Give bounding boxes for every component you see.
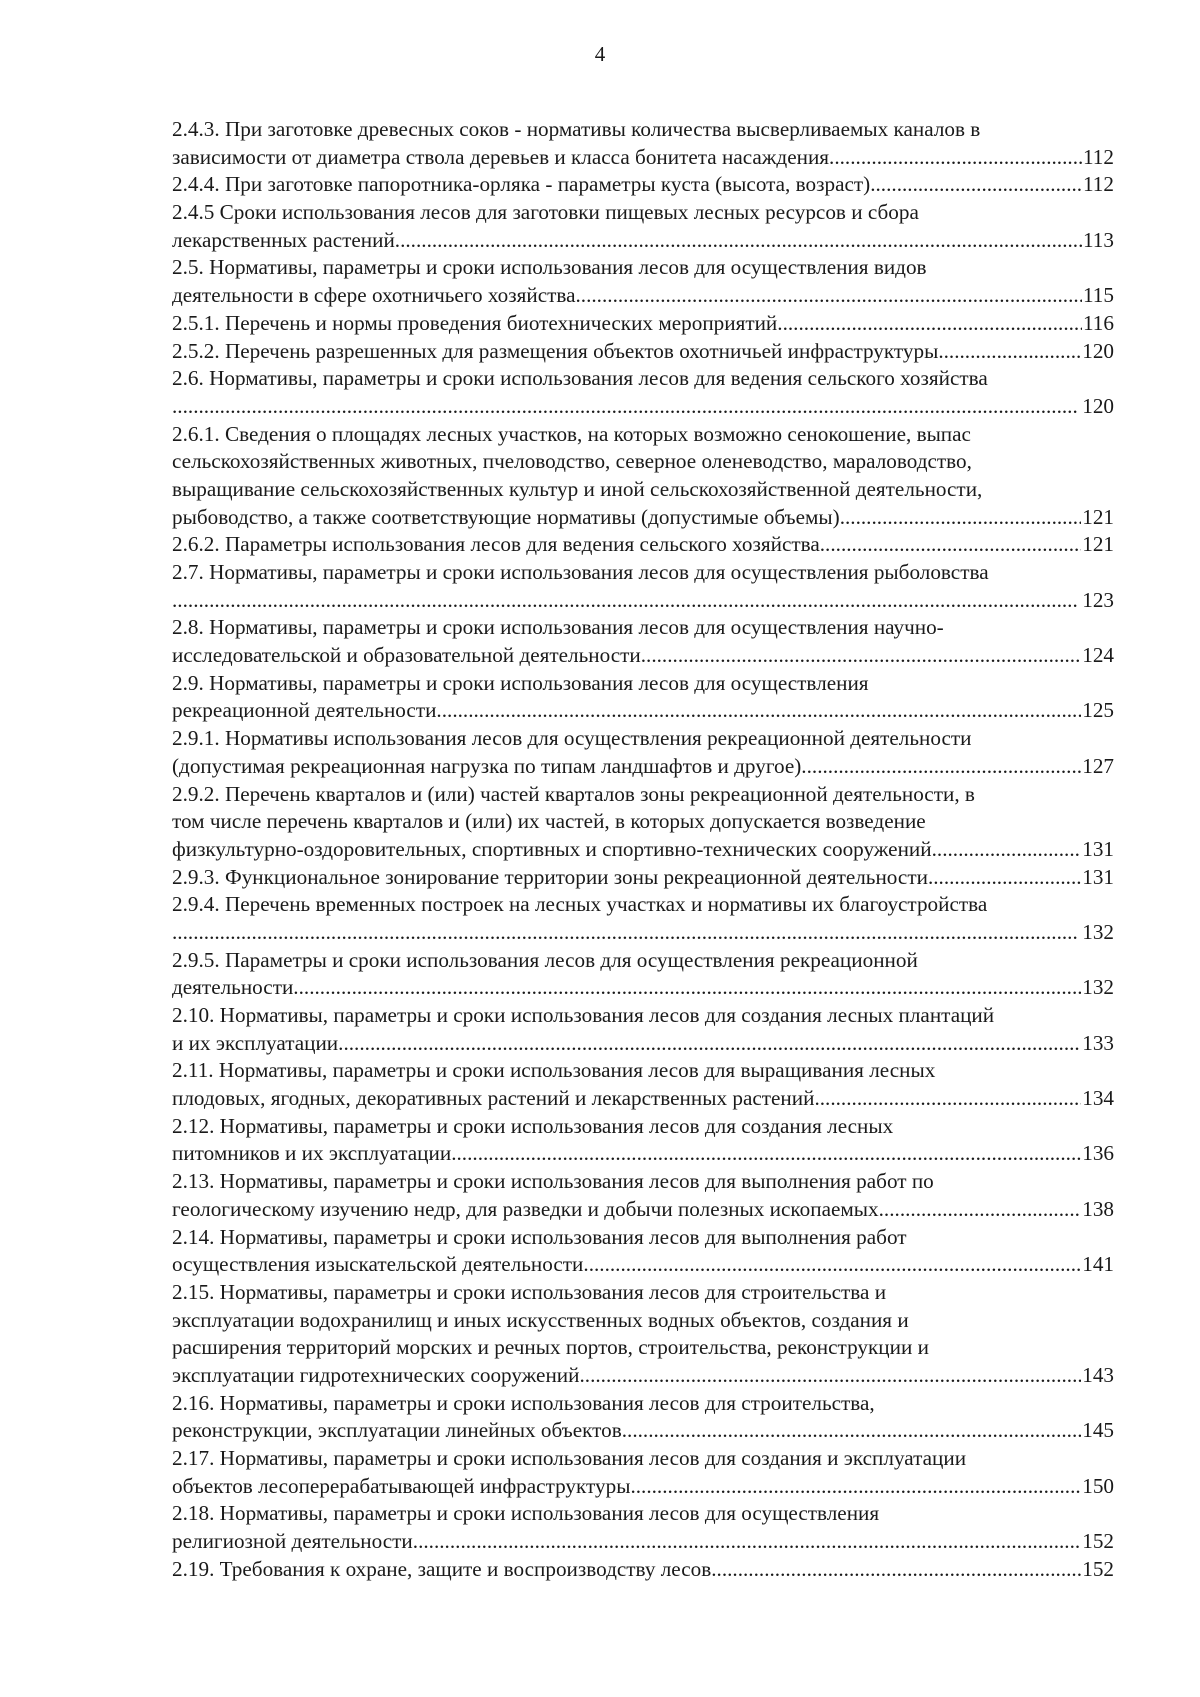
toc-entry-text: реконструкции, эксплуатации линейных объектов bbox=[172, 1418, 622, 1443]
dot-leader bbox=[622, 1417, 1082, 1445]
toc-entry-text: расширения территорий морских и речных портов, строительства, реконструкции и bbox=[172, 1335, 929, 1360]
toc-page-number: 131 bbox=[1082, 864, 1114, 889]
toc-entry-line bbox=[172, 1085, 1114, 1113]
toc-page-number: 123 bbox=[1082, 587, 1114, 612]
dot-leader bbox=[395, 227, 1082, 255]
dot-leader bbox=[338, 1030, 1081, 1058]
toc-entry[interactable] bbox=[172, 1002, 1114, 1057]
toc-entry-line bbox=[172, 781, 1114, 809]
toc-entry-line bbox=[172, 1390, 1114, 1418]
toc-entry-line bbox=[172, 393, 1114, 421]
toc-entry-line bbox=[172, 1140, 1114, 1168]
toc-entry-line bbox=[172, 808, 1114, 836]
toc-entry-line bbox=[172, 725, 1114, 753]
toc-entry-text: 2.18. Нормативы, параметры и сроки использования лесов для осуществления bbox=[172, 1501, 880, 1526]
toc-page-number: 132 bbox=[1082, 919, 1114, 944]
toc-page-number: 136 bbox=[1082, 1141, 1114, 1166]
toc-entry-line bbox=[172, 1556, 1114, 1584]
toc-entry[interactable] bbox=[172, 781, 1114, 864]
toc-entry-line bbox=[172, 310, 1114, 338]
dot-leader bbox=[928, 864, 1081, 892]
dot-leader bbox=[829, 144, 1082, 172]
toc-entry-text: 2.5.2. Перечень разрешенных для размещения объектов охотничьей инфраструктуры bbox=[172, 338, 939, 363]
toc-entry-text: эксплуатации гидротехнических сооружений bbox=[172, 1362, 580, 1387]
toc-entry-text: 2.9.2. Перечень кварталов и (или) частей кварталов зоны рекреационной деятельности, в bbox=[172, 781, 975, 806]
toc-entry[interactable] bbox=[172, 365, 1114, 420]
toc-page-number: 113 bbox=[1083, 227, 1114, 252]
toc-entry[interactable] bbox=[172, 725, 1114, 780]
toc-entry-line bbox=[172, 1224, 1114, 1252]
toc-entry-text: 2.4.3. При заготовке древесных соков - нормативы количества высверливаемых каналов в bbox=[172, 117, 981, 141]
toc-entry-line bbox=[172, 1417, 1114, 1445]
toc-entry-line bbox=[172, 1307, 1114, 1335]
dot-leader bbox=[879, 1196, 1082, 1224]
toc-entry-text: 2.5. Нормативы, параметры и сроки использования лесов для осуществления видов bbox=[172, 255, 927, 280]
toc-entry[interactable] bbox=[172, 1556, 1114, 1584]
toc-entry-text: физкультурно-оздоровительных, спортивных и спортивно-технических сооружений bbox=[172, 836, 932, 861]
toc-entry[interactable] bbox=[172, 1224, 1114, 1279]
toc-entry[interactable] bbox=[172, 171, 1114, 199]
toc-page-number: 145 bbox=[1082, 1418, 1114, 1443]
toc-entry-text: 2.19. Требования к охране, защите и воспроизводству лесов bbox=[172, 1556, 712, 1581]
toc-entry-line bbox=[172, 171, 1114, 199]
toc-entry[interactable] bbox=[172, 559, 1114, 614]
toc-page-number: 120 bbox=[1082, 338, 1114, 363]
toc-page-number: 133 bbox=[1082, 1030, 1114, 1055]
toc-entry-text: 2.11. Нормативы, параметры и сроки использования лесов для выращивания лесных bbox=[172, 1058, 936, 1083]
toc-entry[interactable] bbox=[172, 1445, 1114, 1500]
toc-entry-line bbox=[172, 1334, 1114, 1362]
toc-page-number: 120 bbox=[1082, 393, 1114, 418]
toc-entry[interactable] bbox=[172, 1390, 1114, 1445]
toc-entry-text: деятельности bbox=[172, 975, 294, 1000]
toc-entry[interactable] bbox=[172, 310, 1114, 338]
dot-leader bbox=[579, 1362, 1081, 1390]
toc-entry-text: 2.6.2. Параметры использования лесов для ведения сельского хозяйства bbox=[172, 532, 820, 557]
toc-page-number: 143 bbox=[1082, 1362, 1114, 1387]
toc-entry-text: 2.15. Нормативы, параметры и сроки использования лесов для строительства и bbox=[172, 1279, 887, 1304]
toc-entry[interactable] bbox=[172, 1057, 1114, 1112]
toc-entry-line bbox=[172, 947, 1114, 975]
toc-entry-line bbox=[172, 1528, 1114, 1556]
toc-page-number: 115 bbox=[1083, 283, 1114, 308]
toc-entry-line bbox=[172, 891, 1114, 919]
toc-entry-line bbox=[172, 919, 1114, 947]
dot-leader bbox=[801, 753, 1081, 781]
toc-page-number: 150 bbox=[1082, 1473, 1114, 1498]
toc-entry-line bbox=[172, 559, 1114, 587]
toc-entry-line bbox=[172, 1113, 1114, 1141]
toc-entry-text: геологическому изучению недр, для разведки и добычи полезных ископаемых bbox=[172, 1196, 879, 1221]
toc-entry-line bbox=[172, 254, 1114, 282]
toc-entry-line bbox=[172, 448, 1114, 476]
toc-entry-text: 2.13. Нормативы, параметры и сроки использования лесов для выполнения работ по bbox=[172, 1169, 934, 1194]
dot-leader bbox=[413, 1528, 1081, 1556]
toc-entry-line bbox=[172, 476, 1114, 504]
toc-entry-line bbox=[172, 1057, 1114, 1085]
toc-entry[interactable] bbox=[172, 531, 1114, 559]
toc-entry-line bbox=[172, 864, 1114, 892]
toc-entry[interactable] bbox=[172, 947, 1114, 1002]
toc-page-number: 125 bbox=[1082, 698, 1114, 723]
toc-entry-line bbox=[172, 587, 1114, 615]
toc-entry-text: плодовых, ягодных, декоративных растений и лекарственных растений bbox=[172, 1086, 815, 1111]
toc-entry-text: (допустимая рекреационная нагрузка по типам ландшафтов и другое) bbox=[172, 753, 802, 778]
toc-entry-line bbox=[172, 421, 1114, 449]
dot-leader bbox=[820, 531, 1081, 559]
toc-entry-text: 2.9.4. Перечень временных построек на лесных участках и нормативы их благоустройства bbox=[172, 892, 988, 917]
toc-page-number: 112 bbox=[1083, 172, 1114, 197]
dot-leader bbox=[870, 171, 1082, 199]
toc-page-number: 132 bbox=[1082, 975, 1114, 1000]
toc-entry[interactable] bbox=[172, 1500, 1114, 1555]
toc-entry-text: рекреационной деятельности bbox=[172, 698, 437, 723]
toc-entry-line bbox=[172, 1196, 1114, 1224]
toc-page-number: 124 bbox=[1082, 643, 1114, 668]
toc-entry-text: 2.4.5 Сроки использования лесов для заготовки пищевых лесных ресурсов и сбора bbox=[172, 200, 919, 225]
toc-page-number: 134 bbox=[1082, 1086, 1114, 1111]
toc-entry-line bbox=[172, 227, 1114, 255]
toc-entry-text: и их эксплуатации bbox=[172, 1030, 339, 1055]
toc-entry-line bbox=[172, 116, 1114, 144]
toc-entry-text: питомников и их эксплуатации bbox=[172, 1141, 452, 1166]
toc-entry-text: 2.5.1. Перечень и нормы проведения биотехнических мероприятий bbox=[172, 310, 778, 335]
toc-entry[interactable] bbox=[172, 670, 1114, 725]
toc-page-number: 121 bbox=[1082, 532, 1114, 557]
toc-page-number: 127 bbox=[1082, 753, 1114, 778]
dot-leader bbox=[172, 587, 1077, 615]
toc-entry-line bbox=[172, 1251, 1114, 1279]
dot-leader bbox=[641, 642, 1081, 670]
toc-page-number: 152 bbox=[1082, 1529, 1114, 1554]
toc-entry[interactable] bbox=[172, 891, 1114, 946]
toc-entry-text: 2.9. Нормативы, параметры и сроки использования лесов для осуществления bbox=[172, 670, 869, 695]
page-number: 4 bbox=[594, 42, 606, 66]
toc-entry-text: 2.9.1. Нормативы использования лесов для осуществления рекреационной деятельности bbox=[172, 726, 972, 751]
toc-entry[interactable] bbox=[172, 116, 1114, 171]
dot-leader bbox=[172, 919, 1077, 947]
toc-entry-text: 2.17. Нормативы, параметры и сроки использования лесов для создания и эксплуатации bbox=[172, 1446, 967, 1470]
table-of-contents bbox=[172, 116, 1114, 1583]
toc-entry-text: зависимости от диаметра ствола деревьев и класса бонитета насаждения bbox=[172, 144, 830, 169]
toc-entry-text: рыбоводство, а также соответствующие нормативы (допустимые объемы) bbox=[172, 504, 840, 529]
toc-entry-text: лекарственных растений bbox=[172, 227, 395, 252]
dot-leader bbox=[932, 836, 1082, 864]
toc-entry-line bbox=[172, 614, 1114, 642]
dot-leader bbox=[172, 393, 1077, 421]
toc-entry-text: сельскохозяйственных животных, пчеловодство, северное оленеводство, мараловодство, bbox=[172, 449, 972, 474]
toc-entry-line bbox=[172, 670, 1114, 698]
toc-entry-line bbox=[172, 836, 1114, 864]
toc-entry-text: 2.4.4. При заготовке папоротника-орляка - параметры куста (высота, возраст) bbox=[172, 172, 871, 197]
toc-page-number: 141 bbox=[1082, 1252, 1114, 1277]
toc-entry-text: религиозной деятельности bbox=[172, 1529, 413, 1554]
dot-leader bbox=[840, 504, 1082, 532]
toc-page-number: 116 bbox=[1083, 310, 1114, 335]
toc-entry[interactable] bbox=[172, 421, 1114, 532]
toc-entry-line bbox=[172, 144, 1114, 172]
toc-entry[interactable] bbox=[172, 1113, 1114, 1168]
toc-entry-text: исследовательской и образовательной деятельности bbox=[172, 643, 641, 668]
toc-entry-text: 2.12. Нормативы, параметры и сроки использования лесов для создания лесных bbox=[172, 1113, 894, 1138]
toc-entry[interactable] bbox=[172, 254, 1114, 309]
toc-entry-line bbox=[172, 974, 1114, 1002]
toc-entry-line bbox=[172, 1445, 1114, 1473]
dot-leader bbox=[777, 310, 1082, 338]
toc-page-number: 152 bbox=[1082, 1556, 1114, 1581]
toc-entry[interactable] bbox=[172, 614, 1114, 669]
toc-entry-line bbox=[172, 199, 1114, 227]
toc-entry-line bbox=[172, 1002, 1114, 1030]
toc-entry-text: 2.10. Нормативы, параметры и сроки использования лесов для создания лесных плантаций bbox=[172, 1003, 995, 1027]
toc-entry[interactable] bbox=[172, 338, 1114, 366]
toc-page-number: 112 bbox=[1083, 144, 1114, 169]
toc-entry-line bbox=[172, 1473, 1114, 1501]
dot-leader bbox=[293, 974, 1081, 1002]
toc-entry[interactable] bbox=[172, 1168, 1114, 1223]
toc-entry[interactable] bbox=[172, 199, 1114, 254]
toc-entry-line bbox=[172, 1168, 1114, 1196]
toc-entry-text: осуществления изыскательской деятельности bbox=[172, 1252, 584, 1277]
toc-entry[interactable] bbox=[172, 864, 1114, 892]
dot-leader bbox=[583, 1251, 1081, 1279]
toc-entry-line bbox=[172, 365, 1114, 393]
toc-entry-line bbox=[172, 531, 1114, 559]
toc-entry[interactable] bbox=[172, 1279, 1114, 1390]
dot-leader bbox=[630, 1473, 1081, 1501]
toc-entry-line bbox=[172, 1030, 1114, 1058]
toc-entry-text: 2.8. Нормативы, параметры и сроки использования лесов для осуществления научно- bbox=[172, 615, 944, 640]
toc-entry-text: 2.6. Нормативы, параметры и сроки использования лесов для ведения сельского хозяйства bbox=[172, 366, 988, 391]
toc-entry-line bbox=[172, 338, 1114, 366]
toc-entry-text: 2.9.5. Параметры и сроки использования лесов для осуществления рекреационной bbox=[172, 947, 918, 972]
toc-entry-text: выращивание сельскохозяйственных культур и иной сельскохозяйственной деятельности, bbox=[172, 476, 983, 501]
dot-leader bbox=[814, 1085, 1081, 1113]
toc-entry-line bbox=[172, 697, 1114, 725]
toc-entry-text: 2.9.3. Функциональное зонирование территории зоны рекреационной деятельности bbox=[172, 864, 928, 889]
toc-entry-line bbox=[172, 1279, 1114, 1307]
toc-entry-text: 2.14. Нормативы, параметры и сроки использования лесов для выполнения работ bbox=[172, 1224, 907, 1249]
toc-entry-text: эксплуатации водохранилищ и иных искусственных водных объектов, создания и bbox=[172, 1307, 909, 1332]
toc-entry-text: 2.7. Нормативы, параметры и сроки использования лесов для осуществления рыболовства bbox=[172, 560, 989, 584]
dot-leader bbox=[938, 338, 1081, 366]
toc-page-number: 131 bbox=[1082, 836, 1114, 861]
toc-entry-text: 2.6.1. Сведения о площадях лесных участков, на которых возможно сенокошение, выпас bbox=[172, 421, 971, 446]
toc-entry-line bbox=[172, 753, 1114, 781]
dot-leader bbox=[711, 1556, 1081, 1584]
dot-leader bbox=[575, 282, 1082, 310]
toc-entry-line bbox=[172, 282, 1114, 310]
toc-entry-text: том числе перечень кварталов и (или) их частей, в которых допускается возведение bbox=[172, 809, 926, 834]
toc-entry-text: 2.16. Нормативы, параметры и сроки использования лесов для строительства, bbox=[172, 1390, 875, 1415]
dot-leader bbox=[451, 1140, 1081, 1168]
toc-entry-text: объектов лесоперерабатывающей инфраструктуры bbox=[172, 1473, 631, 1498]
toc-entry-text: деятельности в сфере охотничьего хозяйства bbox=[172, 283, 576, 308]
toc-entry-line bbox=[172, 504, 1114, 532]
toc-page-number: 138 bbox=[1082, 1196, 1114, 1221]
toc-entry-line bbox=[172, 642, 1114, 670]
toc-entry-line bbox=[172, 1500, 1114, 1528]
toc-entry-line bbox=[172, 1362, 1114, 1390]
dot-leader bbox=[436, 697, 1081, 725]
toc-page-number: 121 bbox=[1082, 504, 1114, 529]
